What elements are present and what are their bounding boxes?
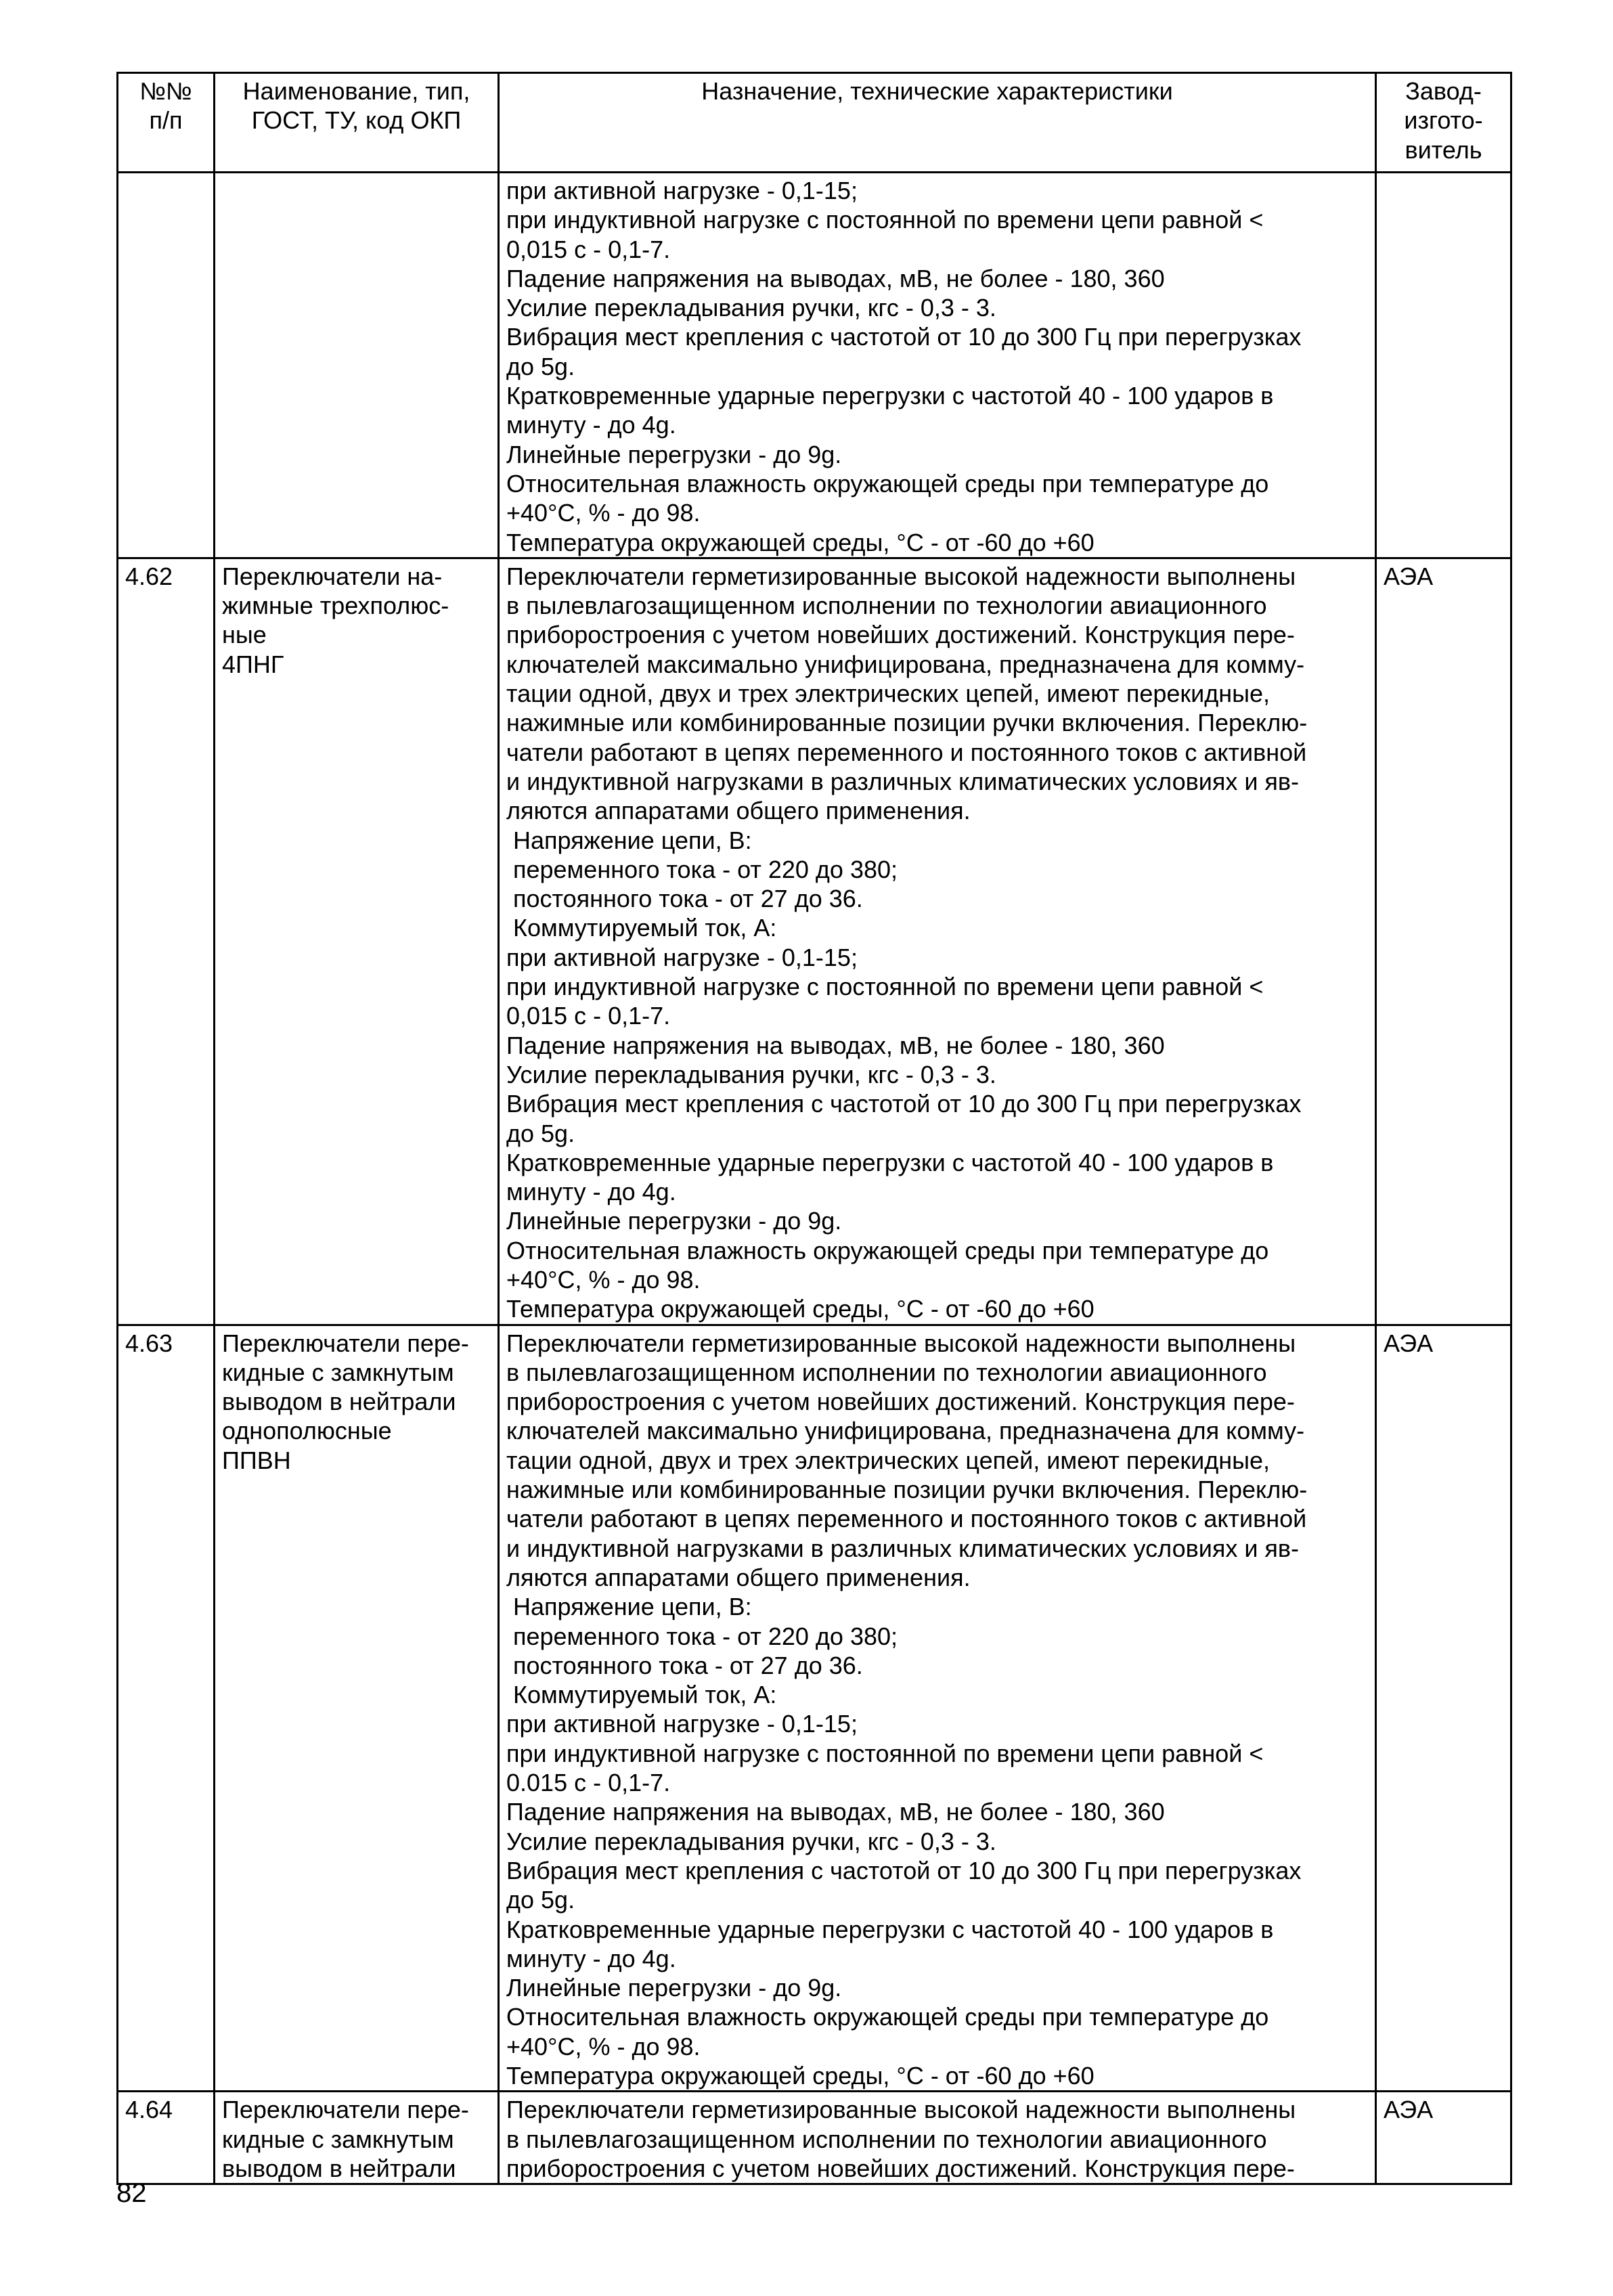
header-name	[215, 73, 499, 173]
header-name-line: Наименование, тип,	[242, 77, 470, 105]
item-name-line: 4ПНГ	[222, 650, 284, 678]
table-row	[118, 558, 1511, 1325]
description-line: Температура окружающей среды, °С - от -60 до +60	[506, 2062, 1095, 2090]
description-line: переменного тока - от 220 до 380;	[513, 855, 898, 883]
description-line: Температура окружающей среды, °С - от -60 до +60	[506, 528, 1095, 556]
table-row	[118, 1325, 1511, 2092]
item-name-line: жимные трехполюс-	[222, 592, 449, 620]
description-line: минуту - до 4g.	[506, 1944, 676, 1972]
item-name-line: ППВН	[222, 1446, 291, 1474]
description-line: нажимные или комбинированные позиции ручки включения. Переклю-	[506, 709, 1308, 737]
item-manufacturer: АЭА	[1376, 558, 1511, 1325]
item-number: 4.62	[118, 558, 215, 1325]
item-description	[499, 558, 1376, 1325]
description-line: нажимные или комбинированные позиции ручки включения. Переклю-	[506, 1476, 1308, 1504]
description-line: Усилие перекладывания ручки, кгс - 0,3 - 3.	[506, 1827, 996, 1855]
description-line: чатели работают в цепях переменного и постоянного токов с активной	[506, 738, 1307, 766]
item-name	[215, 1325, 499, 2092]
description-line: ляются аппаратами общего применения.	[506, 1563, 971, 1591]
spec-table	[116, 72, 1512, 2185]
description-line: Падение напряжения на выводах, мВ, не более - 180, 360	[506, 264, 1165, 292]
description-line: Усилие перекладывания ручки, кгс - 0,3 - 3.	[506, 1060, 996, 1088]
header-purpose-line: Назначение, технические характеристики	[701, 77, 1173, 105]
description-line: Переключатели герметизированные высокой надежности выполнены	[506, 1329, 1296, 1357]
description-line: Линейные перегрузки - до 9g.	[506, 1207, 842, 1235]
header-maker-line: изгото-	[1404, 106, 1483, 135]
description-line: тации одной, двух и трех электрических цепей, имеют перекидные,	[506, 680, 1270, 708]
item-name-line: кидные с замкнутым	[222, 2125, 454, 2153]
item-manufacturer: АЭА	[1376, 2092, 1511, 2184]
item-description	[499, 1325, 1376, 2092]
description-line: Напряжение цепи, В:	[513, 1593, 752, 1621]
item-number	[118, 173, 215, 558]
item-description	[499, 2092, 1376, 2184]
description-line: Кратковременные ударные перегрузки с частотой 40 - 100 ударов в	[506, 1915, 1274, 1943]
item-name	[215, 173, 499, 558]
description-line: приборостроения с учетом новейших достижений. Конструкция пере-	[506, 2154, 1295, 2182]
description-line: Кратковременные ударные перегрузки с частотой 40 - 100 ударов в	[506, 382, 1274, 410]
description-line: +40°C, % - до 98.	[506, 2032, 701, 2060]
description-line: при индуктивной нагрузке с постоянной по времени цепи равной <	[506, 973, 1264, 1001]
description-line: Падение напряжения на выводах, мВ, не более - 180, 360	[506, 1031, 1165, 1059]
description-line: Вибрация мест крепления с частотой от 10 до 300 Гц при перегрузках	[506, 1090, 1302, 1118]
description-line: при активной нагрузке - 0,1-15;	[506, 943, 858, 971]
description-line: Линейные перегрузки - до 9g.	[506, 440, 842, 468]
description-line: ключателей максимально унифицирована, предназначена для комму-	[506, 1417, 1305, 1445]
description-line: 0,015 с - 0,1-7.	[506, 1002, 671, 1030]
description-line: Относительная влажность окружающей среды при температуре до	[506, 1236, 1269, 1264]
item-number: 4.63	[118, 1325, 215, 2092]
item-name-line: кидные с замкнутым	[222, 1358, 454, 1386]
header-name-line: ГОСТ, ТУ, код ОКП	[251, 106, 462, 135]
item-description	[499, 173, 1376, 558]
description-line: до 5g.	[506, 1886, 575, 1914]
description-line: минуту - до 4g.	[506, 411, 676, 439]
item-name-line: выводом в нейтрали	[222, 1388, 456, 1416]
description-line: 0.015 с - 0,1-7.	[506, 1769, 671, 1797]
description-line: Напряжение цепи, В:	[513, 826, 752, 854]
table-header-row	[118, 73, 1511, 173]
description-line: Вибрация мест крепления с частотой от 10 до 300 Гц при перегрузках	[506, 323, 1302, 351]
header-maker-line: витель	[1405, 135, 1482, 164]
description-line: при индуктивной нагрузке с постоянной по времени цепи равной <	[506, 206, 1264, 234]
description-line: постоянного тока - от 27 до 36.	[513, 1651, 863, 1679]
table-row	[118, 173, 1511, 558]
description-line: при активной нагрузке - 0,1-15;	[506, 177, 858, 204]
item-name-line: Переключатели пере-	[222, 2096, 469, 2124]
header-number-line: п/п	[149, 106, 183, 135]
description-line: в пылевлагозащищенном исполнении по технологии авиационного	[506, 592, 1267, 620]
item-name-line: Переключатели на-	[222, 562, 443, 590]
item-number: 4.64	[118, 2092, 215, 2184]
description-line: до 5g.	[506, 352, 575, 380]
item-manufacturer: АЭА	[1376, 1325, 1511, 2092]
description-line: Линейные перегрузки - до 9g.	[506, 1974, 842, 2002]
description-line: Коммутируемый ток, А:	[513, 914, 777, 942]
description-line: приборостроения с учетом новейших достижений. Конструкция пере-	[506, 621, 1295, 649]
description-line: в пылевлагозащищенном исполнении по технологии авиационного	[506, 2125, 1267, 2153]
description-line: при активной нагрузке - 0,1-15;	[506, 1710, 858, 1738]
description-line: тации одной, двух и трех электрических цепей, имеют перекидные,	[506, 1446, 1270, 1474]
table-row	[118, 2092, 1511, 2184]
description-line: +40°C, % - до 98.	[506, 1265, 701, 1294]
description-line: в пылевлагозащищенном исполнении по технологии авиационного	[506, 1358, 1267, 1386]
description-line: 0,015 с - 0,1-7.	[506, 235, 671, 263]
header-maker-line: Завод-	[1405, 77, 1482, 105]
item-name	[215, 558, 499, 1325]
description-line: +40°C, % - до 98.	[506, 499, 701, 527]
description-line: минуту - до 4g.	[506, 1178, 676, 1206]
item-name-line: выводом в нейтрали	[222, 2154, 456, 2182]
item-manufacturer	[1376, 173, 1511, 558]
description-line: Усилие перекладывания ручки, кгс - 0,3 - 3.	[506, 294, 996, 322]
header-maker	[1376, 73, 1511, 173]
description-line: Падение напряжения на выводах, мВ, не более - 180, 360	[506, 1798, 1165, 1826]
description-line: переменного тока - от 220 до 380;	[513, 1622, 898, 1650]
description-line: Переключатели герметизированные высокой надежности выполнены	[506, 2096, 1296, 2124]
item-name-line: Переключатели пере-	[222, 1329, 469, 1357]
description-line: и индуктивной нагрузками в различных климатических условиях и яв-	[506, 767, 1300, 795]
description-line: приборостроения с учетом новейших достижений. Конструкция пере-	[506, 1388, 1295, 1416]
description-line: Коммутируемый ток, А:	[513, 1681, 777, 1709]
description-line: постоянного тока - от 27 до 36.	[513, 885, 863, 913]
description-line: и индуктивной нагрузками в различных климатических условиях и яв-	[506, 1534, 1300, 1562]
item-name-line: ные	[222, 621, 267, 649]
page-number: 82	[116, 2178, 147, 2208]
header-number-line: №№	[139, 77, 192, 105]
description-line: Переключатели герметизированные высокой надежности выполнены	[506, 562, 1296, 590]
header-purpose	[499, 73, 1376, 173]
description-line: до 5g.	[506, 1119, 575, 1147]
description-line: Температура окружающей среды, °С - от -60 до +60	[506, 1295, 1095, 1323]
description-line: Вибрация мест крепления с частотой от 10 до 300 Гц при перегрузках	[506, 1856, 1302, 1884]
description-line: Относительная влажность окружающей среды при температуре до	[506, 2003, 1269, 2031]
description-line: Кратковременные ударные перегрузки с частотой 40 - 100 ударов в	[506, 1148, 1274, 1176]
description-line: ключателей максимально унифицирована, предназначена для комму-	[506, 650, 1305, 678]
item-name-line: однополюсные	[222, 1417, 392, 1445]
item-name	[215, 2092, 499, 2184]
description-line: Относительная влажность окружающей среды при температуре до	[506, 469, 1269, 498]
description-line: чатели работают в цепях переменного и постоянного токов с активной	[506, 1505, 1307, 1533]
description-line: при индуктивной нагрузке с постоянной по времени цепи равной <	[506, 1739, 1264, 1767]
description-line: ляются аппаратами общего применения.	[506, 797, 971, 825]
header-number	[118, 73, 215, 173]
